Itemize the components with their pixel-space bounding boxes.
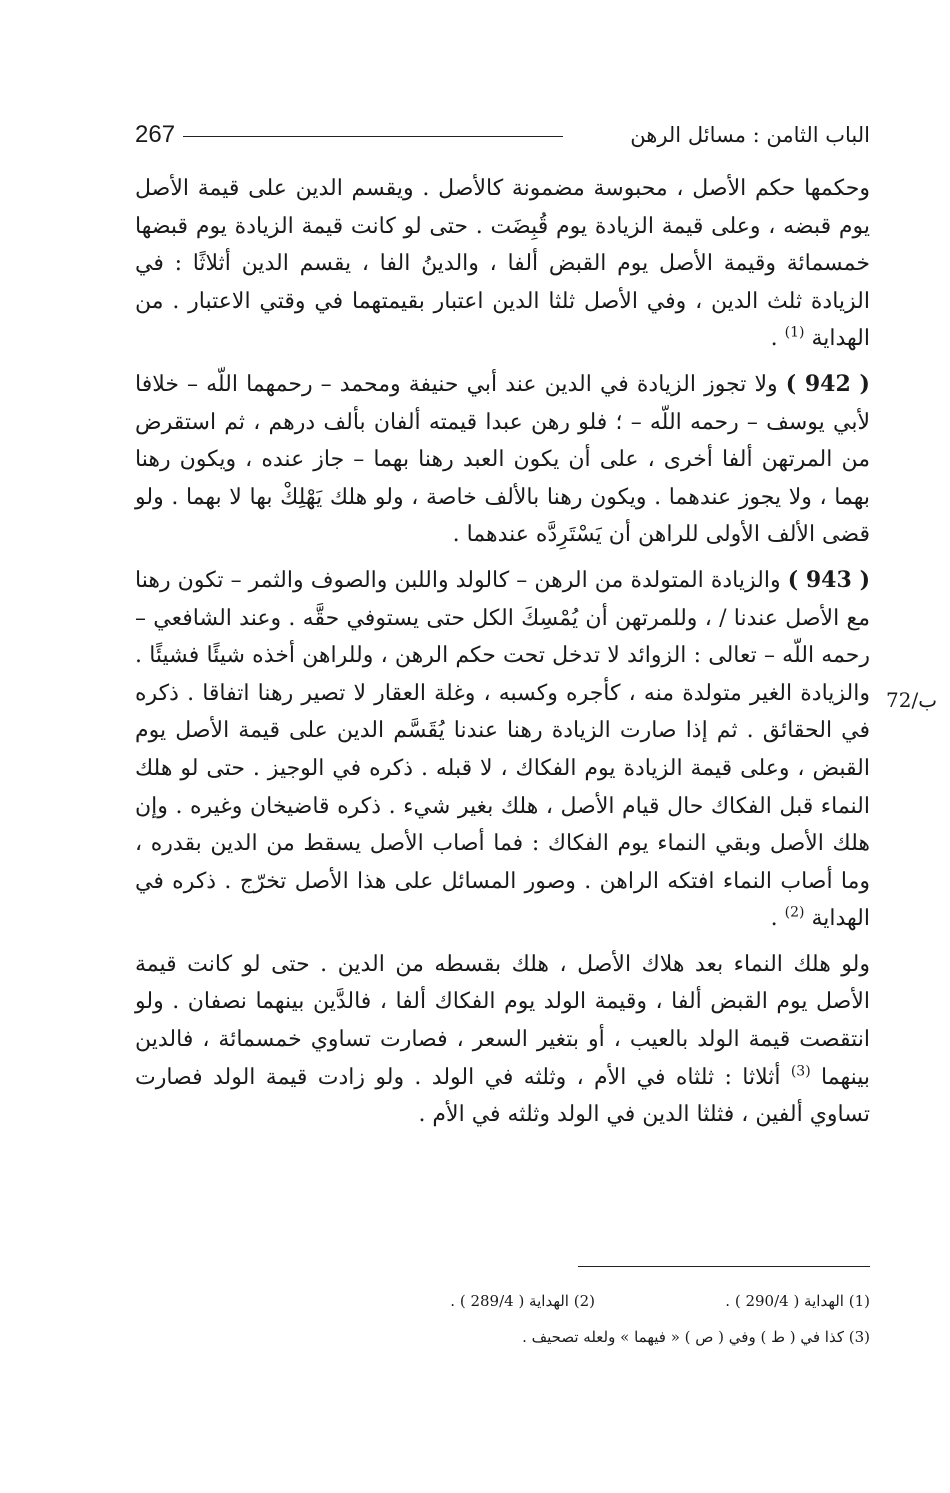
paragraph-tail: . — [770, 906, 785, 932]
margin-folio-note: 72/ب — [886, 688, 938, 712]
paragraph-text: وحكمها حكم الأصل ، محبوسة مضمونة كالأصل . ويقسم الدين على قيمة الأصل يوم قبضه ، وعلى قيمة الزيادة يوم قُبِضَت . حتى لو كانت قيمة الزيادة يوم قبضها خمسمائة وقيمة الأصل يوم القبض ألفا ، والدينُ الفا ، يقسم الدين أثلاثًا : في الزيادة ثلث الدين ، وفي الأصل ثلثا الدين اعتبار بقيمتهما في وقتي الاعتبار . من الهداية — [135, 176, 870, 352]
section-number: ( 943 ) — [787, 566, 870, 593]
paragraph-continuation — [135, 170, 870, 358]
paragraph-text: والزيادة المتولدة من الرهن – كالولد واللبن والصوف والثمر – تكون رهنا مع الأصل عندنا / ، وللمرتهن أن يُمْسِكَ الكل حتى يستوفي حقَّه . وعند الشافعي – رحمه اللّه – تعالى : الزوائد لا تدخل تحت حكم الرهن ، وللراهن أخذه شيئًا فشيئًا . والزيادة الغير متولدة منه ، كأجره وكسبه ، وغلة العقار لا تصير رهنا اتفاقا . ذكره في الحقائق . ثم إذا صارت الزيادة رهنا عندنا يُقَسَّم الدين على قيمة الأصل يوم القبض ، وعلى قيمة الزيادة يوم الفكاك ، لا قبله . ذكره في الوجيز . حتى لو هلك النماء قبل الفكاك حال قيام الأصل ، هلك بغير شيء . ذكره قاضيخان وغيره . وإن هلك الأصل وبقي النماء يوم الفكاك : فما أصاب الأصل يسقط من الدين بقدره ، وما أصاب النماء افتكه الراهن . وصور المسائل على هذا الأصل تخرّج . ذكره في الهداية — [135, 567, 870, 932]
paragraph-943 — [135, 562, 870, 938]
page-header — [135, 120, 870, 152]
footnote-2: (2) الهداية ( 289/4 ) . — [450, 1292, 595, 1310]
paragraph-tail: أثلاثا : ثلثاه في الأم ، وثلثه في الولد . ولو زادت قيمة الولد فصارت تساوي ألفين ، فثلثا الدين في الولد وثلثه في الأم . — [135, 1064, 870, 1128]
footnote-3: (3) كذا في ( ط ) وفي ( ص ) « فيهما » ولعله تصحيف . — [522, 1328, 870, 1346]
footnote-ref-3: (3) — [790, 1063, 811, 1080]
paragraph-942 — [135, 366, 870, 554]
paragraph-text: ولا تجوز الزيادة في الدين عند أبي حنيفة ومحمد – رحمهما اللّه – خلافا لأبي يوسف – رحمه اللّه – ؛ فلو رهن عبدا قيمته ألفان بألف درهم ، ثم استقرض من المرتهن ألفا أخرى ، على أن يكون العبد رهنا بهما – جاز عنده ، ويكون رهنا بهما ، ولا يجوز عندهما . ويكون رهنا بالألف خاصة ، ولو هلك يَهْلِكْ بها لا بهما . ولو قضى الألف الأولى للراهن أن يَسْتَرِدَّه عندهما . — [135, 371, 870, 548]
header-rule — [183, 136, 563, 137]
paragraph-text: ولو هلك النماء بعد هلاك الأصل ، هلك بقسطه من الدين . حتى لو كانت قيمة الأصل يوم القبض ألفا ، وقيمة الولد يوم الفكاك ألفا ، فالدَّين بينهما نصفان . ولو انتقصت قيمة الولد بالعيب ، أو بتغير السعر ، فصارت تساوي خمسمائة ، فالدين بينهما — [135, 951, 870, 1090]
section-number: ( 942 ) — [785, 370, 870, 397]
paragraph-final — [135, 946, 870, 1134]
footnote-1: (1) الهداية ( 290/4 ) . — [725, 1292, 870, 1310]
footnote-ref-2: (2) — [784, 904, 805, 921]
footnotes — [135, 1286, 870, 1358]
running-title: الباب الثامن : مسائل الرهن — [630, 123, 870, 147]
footnote-rule — [578, 1266, 870, 1267]
paragraph-tail: . — [770, 326, 785, 352]
body-text — [135, 170, 870, 1134]
footnote-ref-1: (1) — [784, 325, 805, 342]
page-number: 267 — [135, 121, 176, 148]
